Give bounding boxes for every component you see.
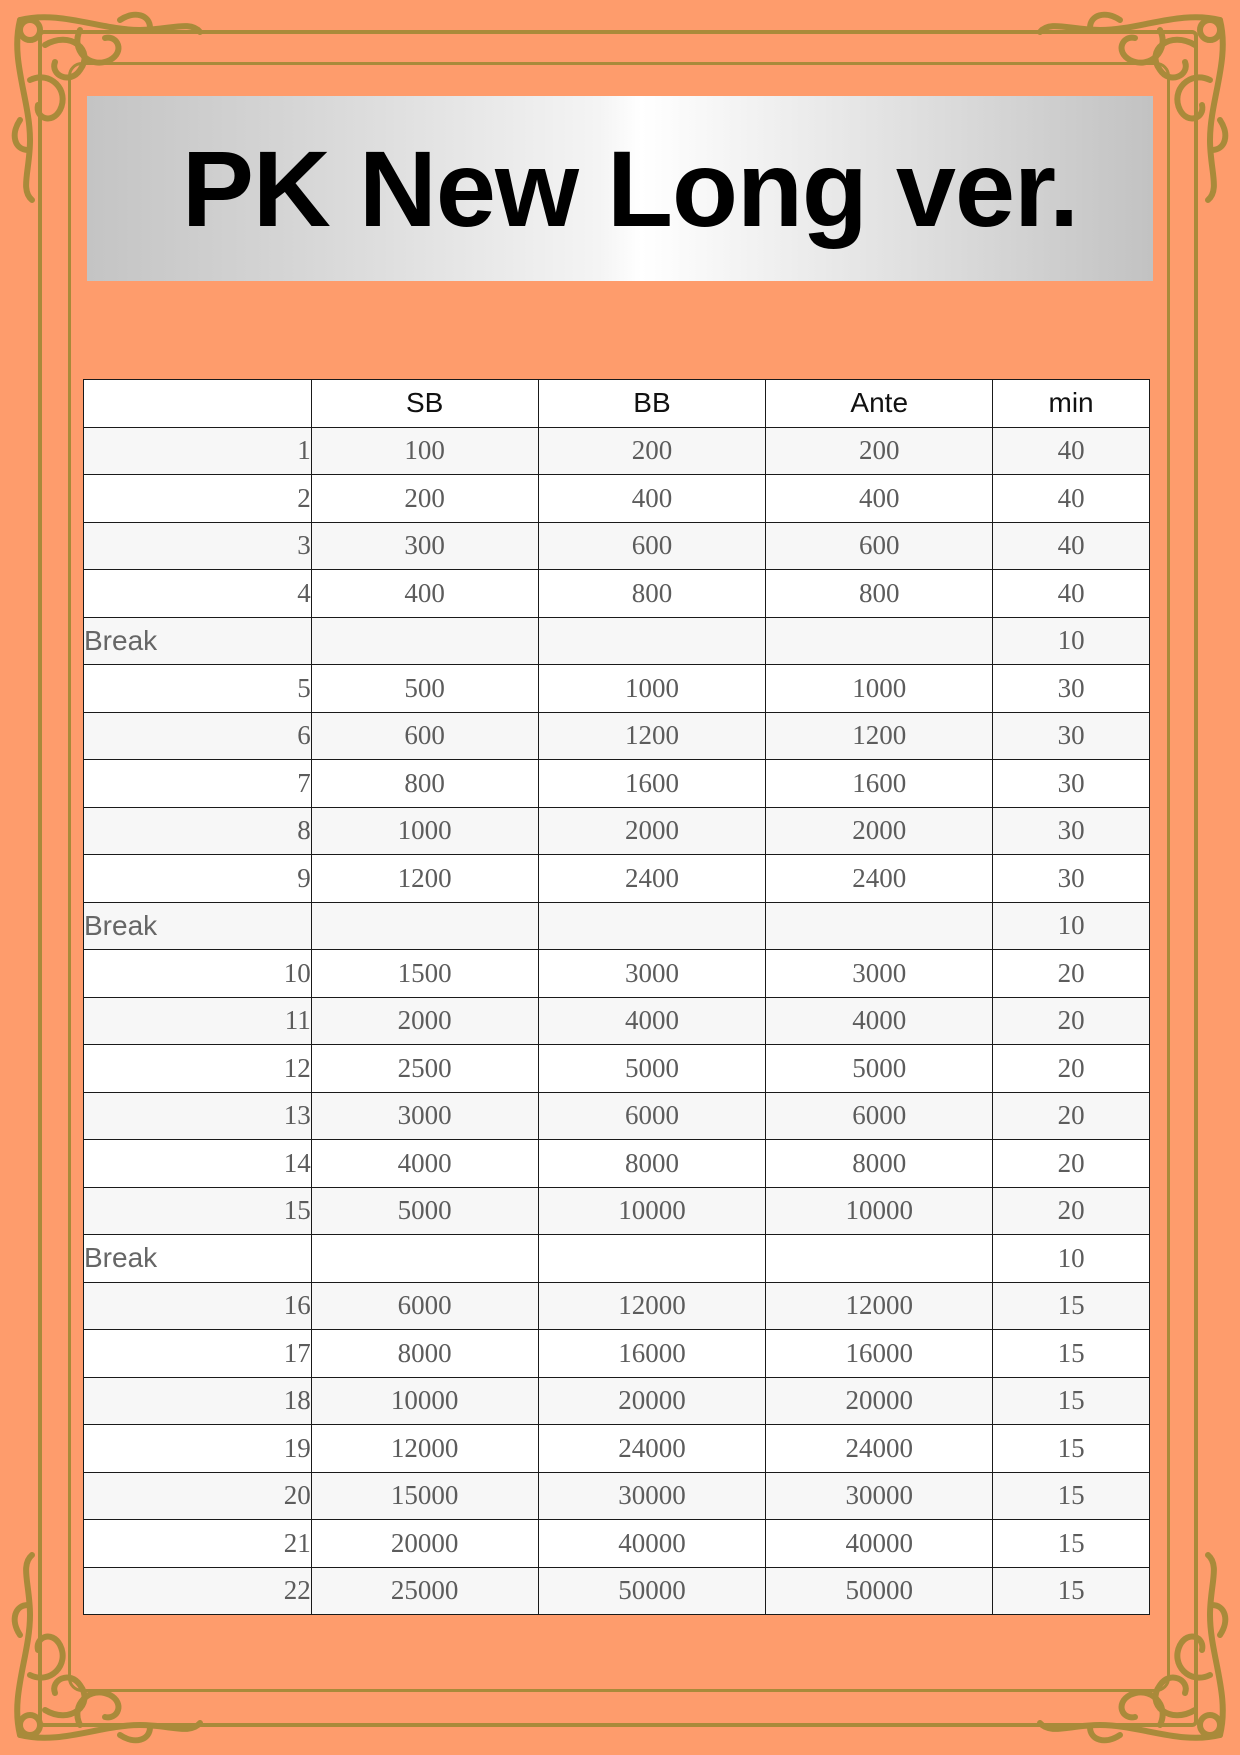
min-cell: 15 (993, 1472, 1150, 1520)
sb-cell: 2500 (311, 1045, 538, 1093)
min-cell: 30 (993, 712, 1150, 760)
header-bb: BB (538, 380, 766, 428)
min-cell: 10 (993, 902, 1150, 950)
title-banner (87, 96, 1153, 281)
min-cell: 10 (993, 617, 1150, 665)
bb-cell: 3000 (538, 950, 766, 998)
page-title: PK New Long ver. (181, 128, 1079, 249)
table-row (84, 1567, 1150, 1615)
level-cell: 21 (84, 1520, 312, 1568)
ante-cell (766, 617, 993, 665)
level-cell: 22 (84, 1567, 312, 1615)
sb-cell: 20000 (311, 1520, 538, 1568)
level-cell: 15 (84, 1187, 312, 1235)
ante-cell: 200 (766, 427, 993, 475)
sb-cell (311, 617, 538, 665)
ante-cell: 2400 (766, 855, 993, 903)
table-row (84, 1520, 1150, 1568)
min-cell: 20 (993, 1187, 1150, 1235)
header-level (84, 380, 312, 428)
min-cell: 15 (993, 1520, 1150, 1568)
level-cell: 2 (84, 475, 312, 523)
min-cell: 15 (993, 1377, 1150, 1425)
bb-cell: 10000 (538, 1187, 766, 1235)
level-cell: 8 (84, 807, 312, 855)
min-cell: 15 (993, 1567, 1150, 1615)
break-label: Break (84, 617, 312, 665)
sb-cell: 1000 (311, 807, 538, 855)
bb-cell: 200 (538, 427, 766, 475)
bb-cell: 20000 (538, 1377, 766, 1425)
sb-cell (311, 902, 538, 950)
min-cell: 30 (993, 807, 1150, 855)
ante-cell: 800 (766, 570, 993, 618)
sb-cell: 5000 (311, 1187, 538, 1235)
bb-cell: 8000 (538, 1140, 766, 1188)
ante-cell: 5000 (766, 1045, 993, 1093)
bb-cell: 12000 (538, 1282, 766, 1330)
header-sb: SB (311, 380, 538, 428)
bb-cell: 1600 (538, 760, 766, 808)
table-row (84, 1282, 1150, 1330)
break-label: Break (84, 902, 312, 950)
break-row (84, 1235, 1150, 1283)
blind-structure-table (83, 379, 1150, 1615)
table-row (84, 427, 1150, 475)
level-cell: 11 (84, 997, 312, 1045)
break-row (84, 902, 1150, 950)
ante-cell: 1200 (766, 712, 993, 760)
min-cell: 30 (993, 665, 1150, 713)
bb-cell (538, 1235, 766, 1283)
min-cell: 30 (993, 855, 1150, 903)
ante-cell: 600 (766, 522, 993, 570)
sb-cell: 10000 (311, 1377, 538, 1425)
sb-cell (311, 1235, 538, 1283)
sb-cell: 12000 (311, 1425, 538, 1473)
table-row (84, 1330, 1150, 1378)
level-cell: 5 (84, 665, 312, 713)
table-row (84, 855, 1150, 903)
sb-cell: 600 (311, 712, 538, 760)
level-cell: 1 (84, 427, 312, 475)
level-cell: 7 (84, 760, 312, 808)
table-row (84, 665, 1150, 713)
sb-cell: 800 (311, 760, 538, 808)
sb-cell: 25000 (311, 1567, 538, 1615)
min-cell: 40 (993, 475, 1150, 523)
bb-cell: 24000 (538, 1425, 766, 1473)
table-header-row (84, 380, 1150, 428)
ante-cell: 1000 (766, 665, 993, 713)
table-row (84, 1187, 1150, 1235)
ante-cell: 50000 (766, 1567, 993, 1615)
ante-cell: 3000 (766, 950, 993, 998)
sb-cell: 4000 (311, 1140, 538, 1188)
level-cell: 6 (84, 712, 312, 760)
ante-cell: 6000 (766, 1092, 993, 1140)
table-row (84, 1472, 1150, 1520)
table-row (84, 522, 1150, 570)
table-row (84, 807, 1150, 855)
sb-cell: 1200 (311, 855, 538, 903)
min-cell: 20 (993, 1045, 1150, 1093)
ante-cell: 30000 (766, 1472, 993, 1520)
sb-cell: 15000 (311, 1472, 538, 1520)
bb-cell: 40000 (538, 1520, 766, 1568)
level-cell: 9 (84, 855, 312, 903)
bb-cell: 5000 (538, 1045, 766, 1093)
table-row (84, 950, 1150, 998)
sb-cell: 100 (311, 427, 538, 475)
sb-cell: 1500 (311, 950, 538, 998)
bb-cell: 1000 (538, 665, 766, 713)
break-label: Break (84, 1235, 312, 1283)
table-row (84, 1092, 1150, 1140)
level-cell: 20 (84, 1472, 312, 1520)
sb-cell: 3000 (311, 1092, 538, 1140)
level-cell: 4 (84, 570, 312, 618)
min-cell: 10 (993, 1235, 1150, 1283)
level-cell: 17 (84, 1330, 312, 1378)
table-row (84, 1045, 1150, 1093)
min-cell: 15 (993, 1425, 1150, 1473)
min-cell: 15 (993, 1330, 1150, 1378)
bb-cell: 6000 (538, 1092, 766, 1140)
sb-cell: 400 (311, 570, 538, 618)
min-cell: 30 (993, 760, 1150, 808)
ante-cell: 400 (766, 475, 993, 523)
table-row (84, 1140, 1150, 1188)
bb-cell (538, 617, 766, 665)
sb-cell: 300 (311, 522, 538, 570)
bb-cell: 30000 (538, 1472, 766, 1520)
level-cell: 16 (84, 1282, 312, 1330)
table-row (84, 1425, 1150, 1473)
min-cell: 20 (993, 950, 1150, 998)
ante-cell: 10000 (766, 1187, 993, 1235)
bb-cell: 400 (538, 475, 766, 523)
min-cell: 40 (993, 427, 1150, 475)
level-cell: 3 (84, 522, 312, 570)
ante-cell: 40000 (766, 1520, 993, 1568)
min-cell: 15 (993, 1282, 1150, 1330)
min-cell: 20 (993, 997, 1150, 1045)
ante-cell: 16000 (766, 1330, 993, 1378)
table-row (84, 1377, 1150, 1425)
bb-cell: 600 (538, 522, 766, 570)
header-ante: Ante (766, 380, 993, 428)
sb-cell: 2000 (311, 997, 538, 1045)
table-row (84, 570, 1150, 618)
ante-cell: 8000 (766, 1140, 993, 1188)
min-cell: 20 (993, 1092, 1150, 1140)
table-row (84, 760, 1150, 808)
level-cell: 18 (84, 1377, 312, 1425)
sb-cell: 200 (311, 475, 538, 523)
level-cell: 10 (84, 950, 312, 998)
min-cell: 40 (993, 570, 1150, 618)
ante-cell: 4000 (766, 997, 993, 1045)
bb-cell: 4000 (538, 997, 766, 1045)
level-cell: 14 (84, 1140, 312, 1188)
bb-cell: 800 (538, 570, 766, 618)
ante-cell: 20000 (766, 1377, 993, 1425)
header-min: min (993, 380, 1150, 428)
level-cell: 13 (84, 1092, 312, 1140)
ante-cell: 2000 (766, 807, 993, 855)
table-row (84, 712, 1150, 760)
ante-cell: 12000 (766, 1282, 993, 1330)
ante-cell (766, 1235, 993, 1283)
bb-cell: 50000 (538, 1567, 766, 1615)
bb-cell: 16000 (538, 1330, 766, 1378)
table-row (84, 475, 1150, 523)
ante-cell: 1600 (766, 760, 993, 808)
sb-cell: 6000 (311, 1282, 538, 1330)
ante-cell: 24000 (766, 1425, 993, 1473)
table-row (84, 997, 1150, 1045)
bb-cell (538, 902, 766, 950)
min-cell: 40 (993, 522, 1150, 570)
bb-cell: 1200 (538, 712, 766, 760)
bb-cell: 2400 (538, 855, 766, 903)
bb-cell: 2000 (538, 807, 766, 855)
level-cell: 19 (84, 1425, 312, 1473)
ante-cell (766, 902, 993, 950)
break-row (84, 617, 1150, 665)
level-cell: 12 (84, 1045, 312, 1093)
sb-cell: 500 (311, 665, 538, 713)
min-cell: 20 (993, 1140, 1150, 1188)
sb-cell: 8000 (311, 1330, 538, 1378)
